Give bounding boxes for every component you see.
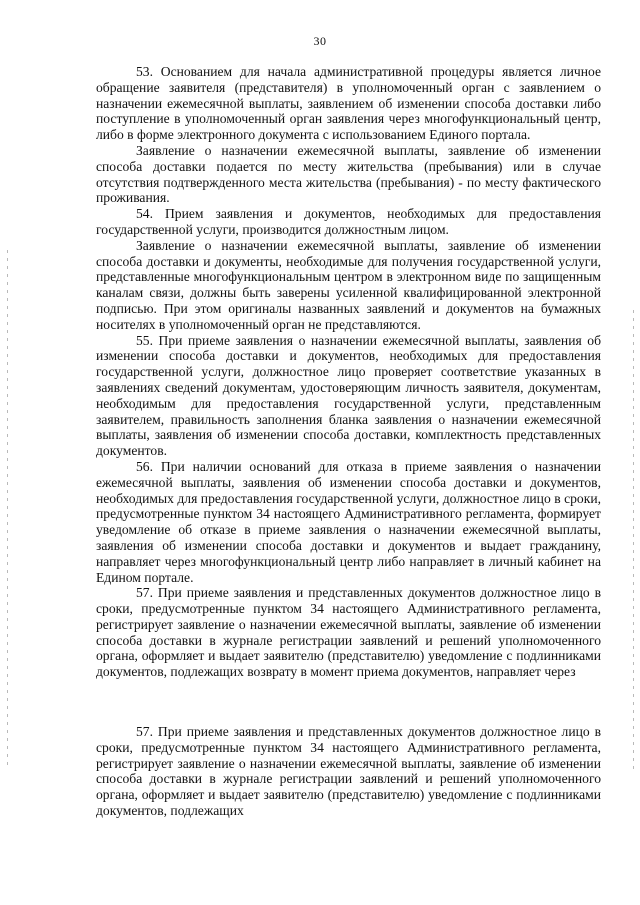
paragraph-56: 56. При наличии оснований для отказа в приеме заявления о назначении ежемесячной выплаты, заявления об изменении способа доставки и документов, необходимых для предоставления государственной услуги, должностное лицо в сроки, предусмотренные пунктом 34 настоящего Административного регламента, формирует уведомление об отказе в приеме заявления о назначении ежемесячной выплаты, заявления об изменении способа доставки и документов и выдает гражданину, направляет через многофункциональный центр либо направляет в личный кабинет на Едином портале. [96,458,601,585]
paragraph-53: 53. Основанием для начала административной процедуры является личное обращение заявителя (представителя) в уполномоченный орган с заявлением о назначении ежемесячной выплаты, заявлением об изменении способа доставки либо поступление в уполномоченный орган заявления через многофункциональный центр, либо в форме электронного документа с использованием Единого портала. [96,64,601,143]
paragraph-54: 54. Прием заявления и документов, необходимых для предоставления государственной услуги, производится должностным лицом. [96,206,601,237]
paragraph-54-continued: Заявление о назначении ежемесячной выплаты, заявление об изменении способа доставки и документы, необходимые для получения государственной услуги, представленные многофункциональным центром в электронном виде по защищенным каналам связи, должны быть заверены усиленной квалифицированной электронной подписью. При этом оригиналы названных заявлений и документов на бумажных носителях в уполномоченный орган не представляются. [96,237,601,332]
paragraph-57: 57. При приеме заявления и представленных документов должностное лицо в сроки, предусмотренные пунктом 34 настоящего Административного регламента, регистрирует заявление о назначении ежемесячной выплаты, заявление об изменении способа доставки в журнале регистрации заявлений и решений уполномоченного органа, оформляет и выдает заявителю (представителю) уведомление с подлинниками документов, подлежащих возврату в момент приема документов, направляет через [96,585,601,680]
scan-edge-mark-right [633,310,634,770]
paragraph-55: 55. При приеме заявления о назначении ежемесячной выплаты, заявления об изменении способа доставки и документов, необходимых для предоставления государственной услуги, должностное лицо проверяет соответствие указанных в заявлениях сведений документам, удостоверяющим личность заявителя, документам, необходимым для предоставления государственной услуги, представленным заявителем, правильность заполнения бланка заявления о назначении ежемесячной выплаты, заявления об изменении способа доставки, комплектность представленных документов. [96,332,601,459]
document-body [96,64,601,819]
paragraph-53-continued: Заявление о назначении ежемесячной выплаты, заявление об изменении способа доставки подается по месту жительства (пребывания) или в случае отсутствия подтвержденного места жительства (пребывания) - по месту фактического проживания. [96,142,601,206]
scan-edge-mark-left [7,250,8,770]
page-number: 30 [313,34,327,48]
paragraph-57-repeated: 57. При приеме заявления и представленных документов должностное лицо в сроки, предусмотренные пунктом 34 настоящего Административного регламента, регистрирует заявление о назначении ежемесячной выплаты, заявление об изменении способа доставки в журнале регистрации заявлений и решений уполномоченного органа, оформляет и выдает заявителю (представителю) уведомление с подлинниками документов, подлежащих [96,724,601,819]
